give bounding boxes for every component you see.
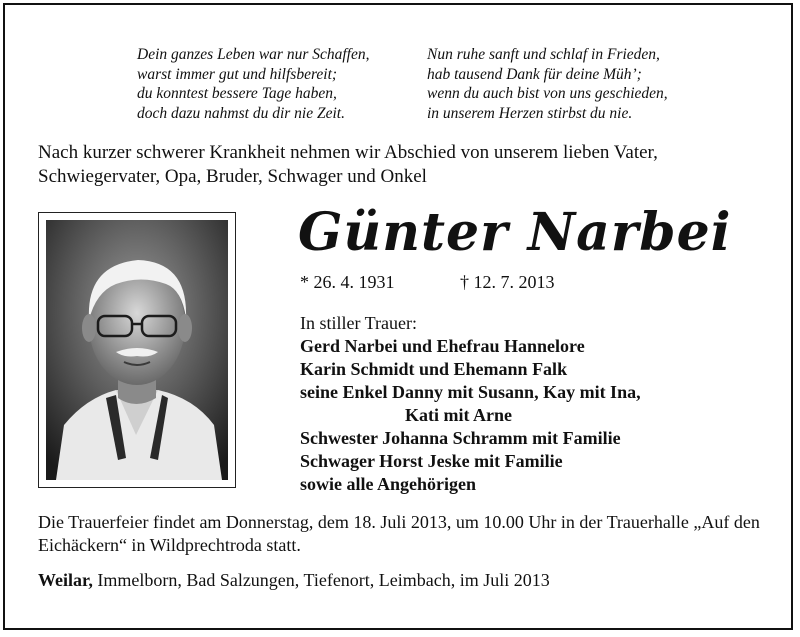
places-bold: Weilar, <box>38 570 93 590</box>
portrait-image <box>46 220 228 480</box>
death-date: † 12. 7. 2013 <box>460 272 555 292</box>
poem-line: wenn du auch bist von uns geschieden, <box>427 85 668 102</box>
mourner-line: Gerd Narbei und Ehefrau Hannelore <box>300 336 585 356</box>
poem-line: doch dazu nahmst du dir nie Zeit. <box>137 104 345 122</box>
poem-line: Nun ruhe sanft und schlaf in Frieden, <box>427 46 660 63</box>
mourner-line: Karin Schmidt und Ehemann Falk <box>300 359 568 379</box>
places-rest: Immelborn, Bad Salzungen, Tiefenort, Leimbach, im Juli 2013 <box>92 570 550 590</box>
poem-line: in unserem Herzen stirbst du nie. <box>427 104 633 122</box>
mourners-block <box>300 312 641 496</box>
poem-left <box>137 45 369 123</box>
places-line <box>38 569 778 592</box>
mourner-line: Schwester Johanna Schramm mit Familie <box>300 428 621 448</box>
portrait-photo <box>38 212 236 488</box>
mourner-line: Schwager Horst Jeske mit Familie <box>300 451 563 471</box>
poem-right <box>427 45 668 123</box>
service-info: Die Trauerfeier findet am Donnerstag, dem 18. Juli 2013, um 10.00 Uhr in der Trauerhalle „Auf den Eichäckern“ in Wildprechtroda statt. <box>38 512 760 555</box>
deceased-name: Günter Narbei <box>298 202 732 263</box>
mourner-line: seine Enkel Danny mit Susann, Kay mit Ina, <box>300 382 641 402</box>
poem-line: hab tausend Dank für deine Müh’; <box>427 65 642 83</box>
birth-date: * 26. 4. 1931 <box>300 272 395 292</box>
poem-line: warst immer gut und hilfsbereit; <box>137 65 338 83</box>
poem-line: Dein ganzes Leben war nur Schaffen, <box>137 46 370 63</box>
mourners-heading: In stiller Trauer: <box>300 313 417 333</box>
poem-line: du konntest bessere Tage haben, <box>137 85 337 102</box>
intro-text: Nach kurzer schwerer Krankheit nehmen wir Abschied von unserem lieben Vater, Schwiegervater, Opa, Bruder, Schwager und Onkel <box>38 142 658 187</box>
mourner-line: sowie alle Angehörigen <box>300 474 476 494</box>
life-dates <box>300 270 555 294</box>
mourner-line: Kati mit Arne <box>405 405 512 425</box>
